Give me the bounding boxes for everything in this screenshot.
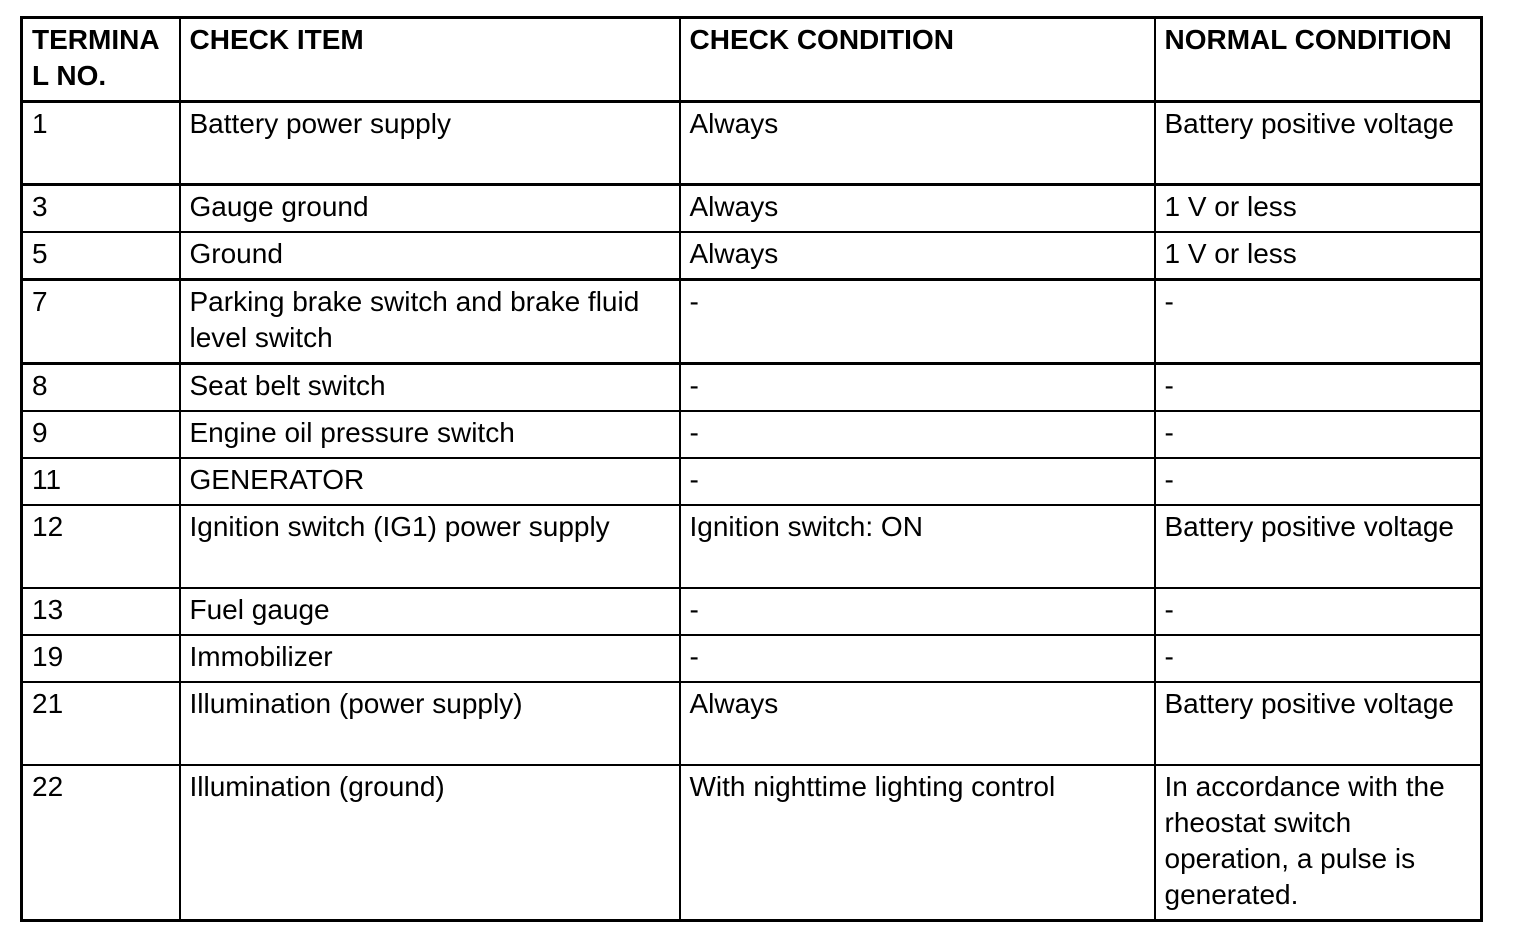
terminal-cell: 3 [22,185,180,233]
terminal-cell: 22 [22,765,180,921]
check-condition-cell: Always [680,232,1155,280]
check-condition-cell: With nighttime lighting control [680,765,1155,921]
check-item-cell: Fuel gauge [180,588,680,635]
normal-condition-cell: - [1155,635,1482,682]
header-check-item: CHECK ITEM [180,18,680,102]
check-condition-cell: - [680,588,1155,635]
terminal-cell: 11 [22,458,180,505]
check-item-cell: Gauge ground [180,185,680,233]
table-row [22,635,1482,682]
normal-condition-cell: Battery positive voltage [1155,682,1482,765]
table-header [22,18,1482,102]
check-condition-cell: - [680,458,1155,505]
terminal-cell: 7 [22,280,180,364]
terminal-cell: 13 [22,588,180,635]
normal-condition-cell: In accordance with the rheostat switch operation, a pulse is generated. [1155,765,1482,921]
normal-condition-cell: Battery positive voltage [1155,505,1482,588]
table-row [22,364,1482,412]
normal-condition-cell: - [1155,458,1482,505]
terminal-cell: 19 [22,635,180,682]
check-condition-cell: - [680,635,1155,682]
table-row [22,185,1482,233]
table-row [22,232,1482,280]
table-row [22,411,1482,458]
normal-condition-cell: 1 V or less [1155,232,1482,280]
terminal-cell: 9 [22,411,180,458]
normal-condition-cell: - [1155,588,1482,635]
header-check-condition: CHECK CONDITION [680,18,1155,102]
terminal-cell: 1 [22,102,180,185]
terminal-cell: 8 [22,364,180,412]
check-item-cell: Engine oil pressure switch [180,411,680,458]
terminal-cell: 5 [22,232,180,280]
terminal-check-table [20,16,1483,922]
table-row [22,682,1482,765]
normal-condition-cell: - [1155,280,1482,364]
table-row [22,588,1482,635]
table-row [22,765,1482,921]
check-item-cell: Seat belt switch [180,364,680,412]
check-condition-cell: Always [680,682,1155,765]
table-row [22,505,1482,588]
check-condition-cell: Ignition switch: ON [680,505,1155,588]
check-item-cell: Parking brake switch and brake fluid level switch [180,280,680,364]
check-condition-cell: Always [680,185,1155,233]
check-item-cell: Battery power supply [180,102,680,185]
header-row [22,18,1482,102]
normal-condition-cell: 1 V or less [1155,185,1482,233]
normal-condition-cell: - [1155,411,1482,458]
terminal-cell: 12 [22,505,180,588]
table-row [22,102,1482,185]
check-item-cell: Ignition switch (IG1) power supply [180,505,680,588]
normal-condition-cell: Battery positive voltage [1155,102,1482,185]
check-item-cell: Illumination (ground) [180,765,680,921]
check-condition-cell: Always [680,102,1155,185]
check-item-cell: Immobilizer [180,635,680,682]
check-item-cell: Illumination (power supply) [180,682,680,765]
table-row [22,280,1482,364]
header-terminal-no: TERMINA L NO. [22,18,180,102]
table-row [22,458,1482,505]
header-normal-condition: NORMAL CONDITION [1155,18,1482,102]
terminal-cell: 21 [22,682,180,765]
check-item-cell: GENERATOR [180,458,680,505]
check-item-cell: Ground [180,232,680,280]
check-condition-cell: - [680,280,1155,364]
check-condition-cell: - [680,411,1155,458]
normal-condition-cell: - [1155,364,1482,412]
check-condition-cell: - [680,364,1155,412]
table-body [22,102,1482,921]
